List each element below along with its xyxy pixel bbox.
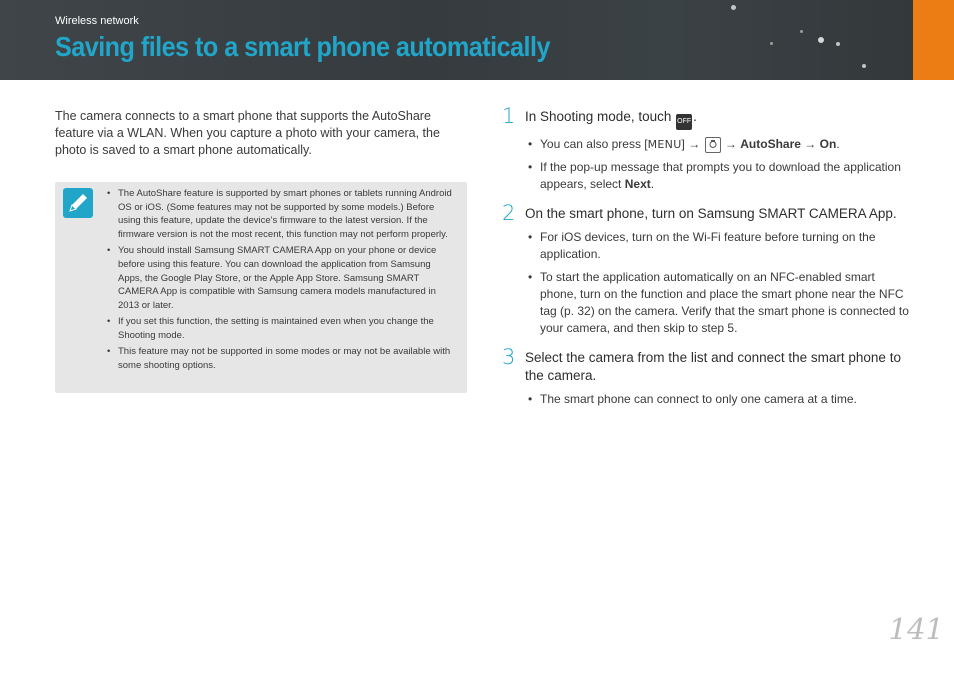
section-label: Wireless network xyxy=(55,15,139,27)
note-box xyxy=(55,182,467,393)
step-bullets xyxy=(525,136,912,193)
note-item: • The AutoShare feature is supported by smart phones or tablets running Android OS or iOS. (Some features may not be supported by some models.) Before using this feature, update the device's firmware to the latest version. If the firmware version is not the most recent, this function may not perform properly. xyxy=(107,187,453,242)
note-item: • If you set this function, the setting is maintained even when you change the Shooting mode. xyxy=(107,315,453,342)
sparkle-decoration xyxy=(770,42,773,45)
step-3 xyxy=(502,345,912,408)
step-number: 3 xyxy=(502,345,516,369)
header-banner xyxy=(0,0,954,80)
note-list xyxy=(107,187,453,375)
step-number: 1 xyxy=(502,104,516,128)
bullet-item xyxy=(525,136,912,153)
bullet-item: • To start the application automatically on an NFC-enabled smart phone, turn on the function and place the smart phone near the NFC tag (p. 32) on the camera. Verify that the smart phone is connected to your camera, and then skip to step 5. xyxy=(525,269,912,337)
bullet-item xyxy=(525,159,912,193)
note-item: • This feature may not be supported in some modes or may not be available with some shooting options. xyxy=(107,345,453,372)
bullet-text: . xyxy=(836,137,840,151)
step-bullets xyxy=(525,229,912,337)
page-title: Saving files to a smart phone automatically xyxy=(55,31,550,62)
bullet-item: • The smart phone can connect to only one camera at a time. xyxy=(525,391,912,408)
bullet-text: . xyxy=(650,177,655,191)
arrow-text: → xyxy=(804,137,817,151)
step-text: Select the camera from the list and connect the smart phone to the camera. xyxy=(525,350,901,383)
step-bullets xyxy=(525,391,912,408)
step-text-main: In Shooting mode, touch xyxy=(525,109,672,124)
step-2 xyxy=(502,201,912,337)
bullet-text: ] → xyxy=(681,137,701,151)
sparkle-decoration xyxy=(800,30,803,33)
autoshare-label: AutoShare xyxy=(740,137,801,151)
bullet-text: You can also press [ xyxy=(540,137,648,151)
step-number: 2 xyxy=(502,201,516,225)
camera-settings-icon xyxy=(705,137,721,153)
steps-column xyxy=(502,104,912,414)
page-number: 141 xyxy=(888,612,944,646)
step-text: On the smart phone, turn on Samsung SMART CAMERA App. xyxy=(525,206,897,221)
step-1 xyxy=(502,104,912,193)
on-label: On xyxy=(819,137,837,151)
step-text-end: . xyxy=(693,109,697,124)
chapter-tab xyxy=(913,0,954,80)
next-label: Next xyxy=(624,177,651,191)
sparkle-decoration xyxy=(731,5,736,10)
arrow-text: → xyxy=(724,137,737,151)
sparkle-decoration xyxy=(818,37,824,43)
bullet-text: If the pop-up message that prompts you to download the application appears, select xyxy=(540,160,901,191)
note-item: • You should install Samsung SMART CAMERA App on your phone or device before using this feature. You can download the application from Samsung Apps, the Google Play Store, or the Apple App Store. Samsung SMART CAMERA App is compatible with Samsung camera models manufactured in 2013 or later. xyxy=(107,244,453,313)
sparkle-decoration xyxy=(836,42,840,46)
step-text xyxy=(525,108,912,130)
autoshare-mode-icon: OFF xyxy=(676,114,692,130)
intro-paragraph: The camera connects to a smart phone that supports the AutoShare feature via a WLAN. When you capture a photo with your camera, the photo is saved to a smart phone automatically. xyxy=(55,109,440,157)
pencil-note-icon xyxy=(63,188,93,218)
sparkle-decoration xyxy=(862,64,866,68)
bullet-item: • For iOS devices, turn on the Wi-Fi feature before turning on the application. xyxy=(525,229,912,263)
menu-button-label: MENU xyxy=(647,138,682,151)
